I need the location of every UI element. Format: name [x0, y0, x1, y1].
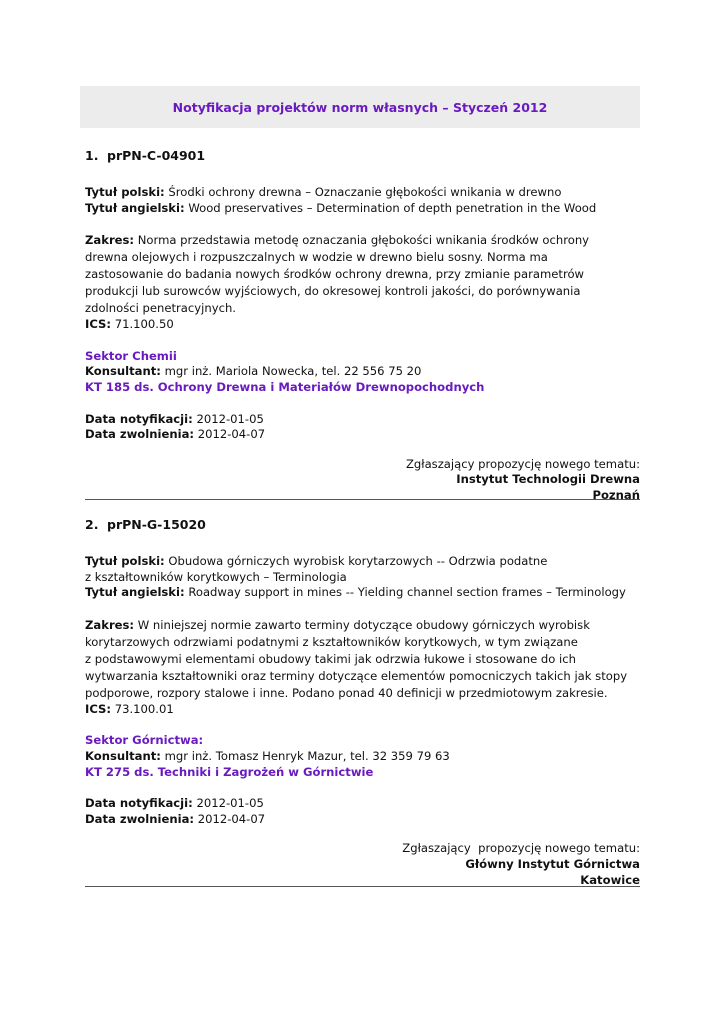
release-date-value: 2012-04-07: [197, 427, 266, 442]
title-pl-continuation: z kształtowników korytkowych – Terminologia: [85, 569, 347, 584]
consultant-label: Konsultant:: [85, 364, 161, 379]
page-title: Notyfikacja projektów norm własnych – Styczeń 2012: [172, 99, 548, 115]
release-date-row: [85, 427, 640, 443]
entry-number: 1.: [85, 148, 99, 163]
scope-line: podporowe, rozpory stalowe i inne. Podano ponad 40 definicji w przedmiotowym zakresie.: [85, 685, 608, 700]
proposer-name: Instytut Technologii Drewna: [456, 472, 640, 487]
proposer-label: Zgłaszający propozycję nowego tematu:: [405, 456, 640, 471]
scope-line: Norma przedstawia metodę oznaczania głębokości wnikania środków ochrony: [137, 233, 590, 248]
consultant-label: Konsultant:: [85, 748, 161, 763]
title-en-label: Tytuł angielski:: [85, 200, 185, 215]
release-date-label: Data zwolnienia:: [85, 427, 195, 442]
entry-code: prPN-G-15020: [107, 517, 206, 532]
scope-line: korytarzowych odrzwiami podatnymi z kształtowników korytkowych, w tym związane: [85, 634, 578, 649]
title-pl-value: Środki ochrony drewna – Oznaczanie głębokości wnikania w drewno: [168, 185, 562, 199]
proposer-label: Zgłaszający propozycję nowego tematu:: [402, 841, 640, 856]
title-en-value: Wood preservatives – Determination of depth penetration in the Wood: [188, 200, 597, 215]
title-pl-row: [85, 554, 640, 570]
ics-value: 71.100.50: [114, 317, 174, 332]
proposer-city: Poznań: [592, 487, 640, 502]
scope-line: wytwarzania kształtowniki oraz terminy dotyczące elementów pomocniczych takich jak stopy: [85, 668, 628, 683]
sector-name: Sektor Chemii: [85, 348, 177, 363]
title-pl-row: [85, 185, 640, 201]
entry-heading: [85, 147, 640, 165]
title-en-row: [85, 585, 640, 601]
sector-name: Sektor Górnictwa:: [85, 733, 204, 748]
consultant-value: mgr inż. Tomasz Henryk Mazur, tel. 32 359 79 63: [164, 748, 450, 763]
ics-value: 73.100.01: [114, 701, 174, 716]
proposer-city: Katowice: [580, 872, 640, 887]
notification-date-label: Data notyfikacji:: [85, 411, 193, 426]
scope-line: zastosowanie do badania nowych środków ochrony drewna, przy zmianie parametrów: [85, 267, 585, 282]
title-pl-label: Tytuł polski:: [85, 185, 165, 199]
scope-line: produkcji lub surowców wyjściowych, do okresowej kontroli jakości, do porównywania: [85, 284, 581, 299]
notification-date-row: [85, 796, 640, 812]
title-pl-value: Obudowa górniczych wyrobisk korytarzowych -- Odrzwia podatne: [168, 554, 548, 568]
title-en-value: Roadway support in mines -- Yielding channel section frames – Terminology: [188, 585, 626, 600]
scope-line: W niniejszej normie zawarto terminy dotyczące obudowy górniczych wyrobisk: [137, 617, 590, 632]
scope-line: zdolności penetracyjnych.: [85, 301, 236, 316]
page-header-banner: [80, 86, 640, 128]
norm-entry-1: [85, 147, 640, 504]
consultant-row: [85, 364, 640, 380]
entry-divider: [85, 886, 640, 887]
title-pl-label: Tytuł polski:: [85, 554, 165, 568]
notification-date-value: 2012-01-05: [196, 411, 264, 426]
release-date-row: [85, 812, 640, 828]
norm-entry-2: [85, 516, 640, 888]
committee-name: KT 185 ds. Ochrony Drewna i Materiałów Drewnopochodnych: [85, 379, 485, 394]
notification-date-label: Data notyfikacji:: [85, 796, 193, 811]
scope-block: [85, 232, 640, 317]
title-en-label: Tytuł angielski:: [85, 585, 185, 600]
notification-date-value: 2012-01-05: [196, 796, 264, 811]
release-date-value: 2012-04-07: [197, 811, 266, 826]
scope-block: [85, 617, 640, 702]
entry-number: 2.: [85, 517, 99, 532]
entry-code: prPN-C-04901: [107, 148, 206, 163]
entry-divider: [85, 499, 640, 500]
proposer-name: Główny Instytut Górnictwa: [465, 856, 640, 871]
scope-label: Zakres:: [85, 233, 135, 248]
title-en-row: [85, 201, 640, 217]
ics-label: ICS:: [85, 317, 112, 332]
scope-line: z podstawowymi elementami obudowy takimi jak odrzwia łukowe i stosowane do ich: [85, 651, 576, 666]
scope-line: drewna olejowych i rozpuszczalnych w wodzie w drewno bielu sosny. Norma ma: [85, 250, 548, 265]
proposer-block: [85, 457, 640, 504]
consultant-row: [85, 749, 640, 765]
entry-heading: [85, 516, 640, 534]
consultant-value: mgr inż. Mariola Nowecka, tel. 22 556 75 20: [164, 364, 422, 379]
committee-name: KT 275 ds. Techniki i Zagrożeń w Górnictwie: [85, 764, 374, 779]
proposer-block: [85, 841, 640, 888]
ics-row: [85, 702, 640, 718]
scope-label: Zakres:: [85, 617, 135, 632]
notification-date-row: [85, 412, 640, 428]
ics-label: ICS:: [85, 701, 112, 716]
ics-row: [85, 317, 640, 333]
release-date-label: Data zwolnienia:: [85, 811, 195, 826]
